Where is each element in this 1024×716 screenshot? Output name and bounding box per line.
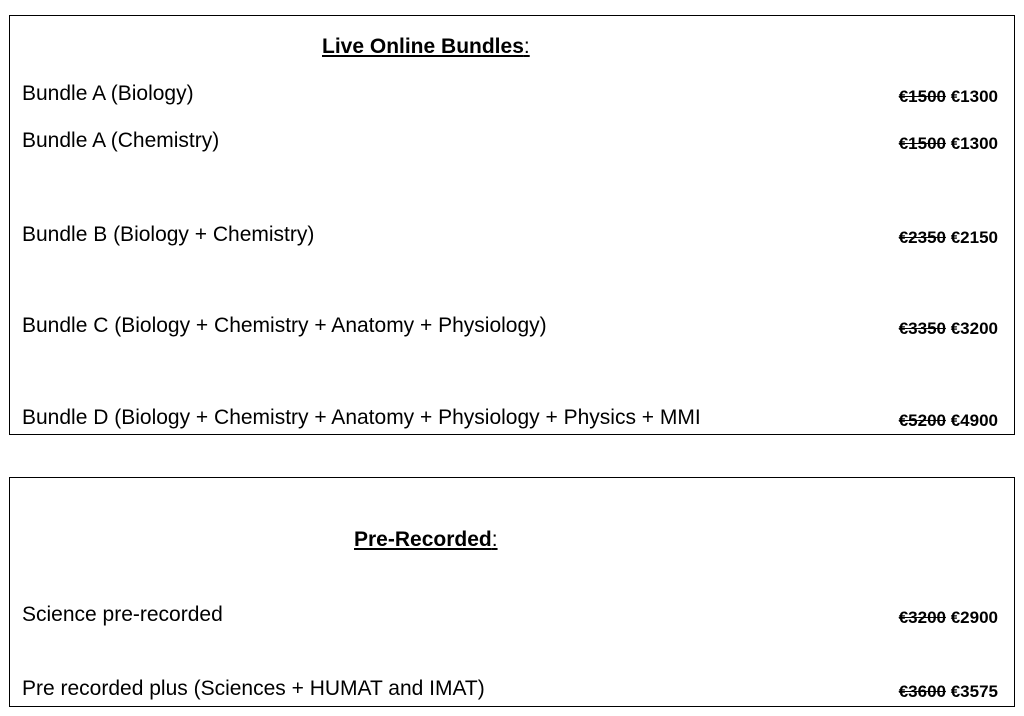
course-price — [899, 607, 998, 629]
bundle-row — [22, 128, 998, 158]
bundle-price — [899, 318, 998, 340]
old-price: €1500 — [898, 87, 946, 106]
bundle-price — [899, 86, 998, 108]
course-price — [899, 681, 998, 703]
new-price: €4900 — [950, 411, 998, 430]
bundle-name: Bundle C (Biology + Chemistry + Anatomy + Physiology) — [22, 314, 547, 337]
old-price: €2350 — [898, 228, 946, 247]
bundle-row — [22, 222, 998, 252]
old-price: €3350 — [898, 319, 946, 338]
bundle-price — [899, 133, 998, 155]
live-online-bundles-heading: Live Online Bundles: — [322, 35, 530, 58]
course-name: Pre recorded plus (Sciences + HUMAT and IMAT) — [22, 677, 485, 700]
bundle-name: Bundle B (Biology + Chemistry) — [22, 223, 315, 246]
bundle-price — [899, 227, 998, 249]
old-price: €1500 — [898, 134, 946, 153]
pre-recorded-heading: Pre-Recorded: — [354, 528, 498, 551]
new-price: €1300 — [950, 87, 998, 106]
bundle-name: Bundle D (Biology + Chemistry + Anatomy + Physiology + Physics + MMI — [22, 406, 701, 429]
live-online-bundles-section — [9, 15, 1015, 435]
new-price: €3200 — [950, 319, 998, 338]
old-price: €3600 — [898, 682, 946, 701]
new-price: €3575 — [950, 682, 998, 701]
new-price: €2900 — [950, 608, 998, 627]
pre-recorded-section — [9, 477, 1015, 707]
bundle-name: Bundle A (Biology) — [22, 82, 194, 105]
old-price: €3200 — [898, 608, 946, 627]
bundle-row — [22, 81, 998, 111]
new-price: €1300 — [950, 134, 998, 153]
bundle-row — [22, 313, 998, 343]
bundle-name: Bundle A (Chemistry) — [22, 129, 220, 152]
course-row — [22, 676, 998, 706]
old-price: €5200 — [898, 411, 946, 430]
bundle-price — [899, 410, 998, 432]
course-name: Science pre-recorded — [22, 603, 223, 626]
new-price: €2150 — [950, 228, 998, 247]
course-row — [22, 602, 998, 632]
bundle-row — [22, 405, 998, 435]
